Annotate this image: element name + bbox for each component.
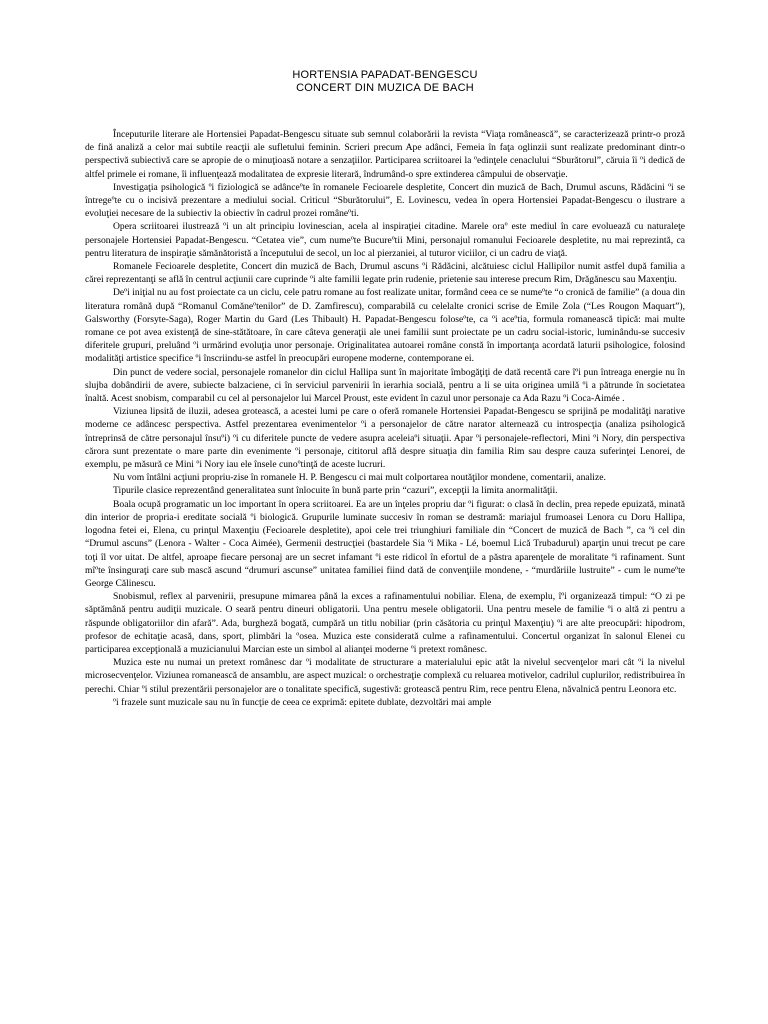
paragraph: Snobismul, reflex al parvenirii, presupune mimarea până la exces a rafinamentului nobiliar. Elena, de exemplu, îºi organizează timpul: “O zi pe săptămână pentru audiţii muzicale. O seară pentru dineuri obligatorii. Una pentru mesele obligatorii. Una pentru mesele de familie ºi o altă zi pentru a răspunde obligatoriilor din afară”. Ada, burgheză bogată, cumpără un titlu nobiliar (prin căsătoria cu prinţul Maxenţiu) ºi are alte preocupări: hipodrom, profesor de echitaţie acasă, dans, sport, plimbări la ºosea. Muzica este considerată culme a rafinamentului. Concertul organizat în salonul Elenei cu participarea excepţională a muzicianului Marcian este un simbol al alianţei moderne ºi pretext românesc. bbox=[85, 591, 685, 655]
paragraph: Muzica este nu numai un pretext românesc dar ºi modalitate de structurare a materialului epic atât la nivelul secvenţelor mari cât ºi la nivelul microsecvenţelor. Viziunea romanească de ansamblu, are aspect muzical: o orchestraţie complexă cu reluarea motivelor, cadrilul cuplurilor, redistribuirea în perechi. Chiar ºi stilul prezentării personajelor are o tonalitate specifică, sugestivă: grotească pentru Rim, rece pentru Elena, năvalnică pentru Leonora etc. bbox=[85, 657, 685, 695]
paragraph: Din punct de vedere social, personajele romanelor din ciclul Hallipa sunt în majoritate îmbogăţiţi de dată recentă care îºi pun întreaga energie nu în slujba dobândirii de avere, subiecte balzaciene, ci în serviciul parvenirii în ierarhia socială, pentru a li se uita originea umilă ºi a pătrunde în societatea înaltă. Acest snobism, comparabil cu cel al personajelor lui Marcel Proust, este evident în cazul unor personaje ca Ada Razu ºi Coca-Aimée . bbox=[85, 366, 685, 405]
paragraph: Deºi iniţial nu au fost proiectate ca un ciclu, cele patru romane au fost realizate unitar, formând ceea ce se numeºte “o cronică de familie” (a doua din literatura română după “Romanul Comăneºtenilor” de D. Zamfirescu), comparabilă cu celelalte cronici scrise de Emile Zola (“Les Rougon Maquart”), Galsworthy (Forsyte-Saga), Roger Martin du Gard (Les Thibault) H. Papadat-Bengescu foloseºte, ca ºi aceºtia, formula romanească tipică: mai multe romane ce pot avea existenţă de sine-stătătoare, în care câteva generaţii ale unei familii sunt proiectate pe un cadru social-istoric, luminându-se succesiv diferitele grupuri, preluând ºi urmărind evoluţia unor personaje. Originalitatea autoarei române constă în importanţa acordată laturii psihologice, folosind modalităţi artistice specifice ºi înscriindu-se astfel în preocupări europene moderne, contemporane ei. bbox=[85, 287, 685, 365]
title-author: HORTENSIA PAPADAT-BENGESCU bbox=[292, 69, 478, 81]
paragraph: Investigaţia psihologică ºi fiziologică se adânceºte în romanele Fecioarele despletite, Concert din muzică de Bach, Drumul ascuns, Rădăcini ºi se întregeºte cu o incisivă prezentare a mediului social. Criticul “Sburătorului”, E. Lovinescu, vedea în opera Hortensiei Papadat-Bengescu o ilustrare a evoluţiei necesare de la subiectiv la obiectiv în cadrul prozei româneºti. bbox=[85, 181, 685, 220]
document-title bbox=[85, 69, 685, 95]
paragraph: Boala ocupă programatic un loc important în opera scriitoarei. Ea are un înţeles propriu dar ºi figurat: o clasă în declin, prea repede epuizată, minată din interior de propria-i ereditate socială ºi biologică. Grupurile luminate succesiv în roman se destramă: mariajul frumoasei Lenora cu Doru Hallipa, logodna fetei ei, Elena, cu prinţul Maxenţiu (Fecioarele despletite), apoi cele trei triunghiuri familiale din “Concert de muzică de Bach ”, ca ºi cel din “Drumul ascuns” (Lenora - Walter - Coca Aimée), Germenii destrucţiei (bastardele Sia ºi Mika - Lé, boemul Lică Trubadurul) aparţin unui trecut pe care toţi îl vor uitat. De altfel, aproape fiecare personaj are un secret infamant ºi este ridicol în efortul de a păstra aparenţele de moralitate ºi rafinament. Sunt mîºte însinguraţi care sub mască ascund “drumuri ascunse” unitatea familiei fiind dată de convenţiile mondene, - “murdăriile lustruite” - cum le numeºte George Călinescu. bbox=[85, 498, 685, 589]
paragraph: Nu vom întâlni acţiuni propriu-zise în romanele H. P. Bengescu ci mai mult colportarea noutăţilor mondene, comentarii, analize. bbox=[113, 472, 606, 484]
paragraph: Romanele Fecioarele despletite, Concert din muzică de Bach, Drumul ascuns ºi Rădăcini, alcătuiesc ciclul Hallipilor numit astfel după familia a cărei reprezentanţi se află în centrul acţiunii care cuprinde ºi alte familii legate prin rudenie, prietenie sau interese precum Rim, Drăgănescu sau Maxenţiu. bbox=[85, 261, 685, 286]
paragraph: Opera scriitoarei ilustrează ºi un alt principiu lovinescian, acela al inspiraţiei citadine. Marele oraº este mediul în care evoluează cu naturaleţe personajele Hortensiei Papadat-Bengescu. “Cetatea vie”, cum numeºte Bucureºtii Mini, personajul romanului Fecioarele despletite, nu mai reprezintă, ca pentru literatura de inspiraţie sămănătoristă a începutului de secol, un loc al pierzaniei, al tuturor viciilor, ci un cadru de viaţă. bbox=[85, 221, 685, 259]
paragraph: Începuturile literare ale Hortensiei Papadat-Bengescu situate sub semnul colaborării la revista “Viaţa românească”, se caracterizează printr-o proză de fină analiză a celor mai subtile reacţii ale sufletului feminin. Scrieri precum Ape adânci, Femeia în faţa oglinzii sunt realizate predominant dintr-o perspectivă subiectivă care se apropie de o minuţioasă notare a senzaţiilor. Participarea scriitoarei la ºedinţele cenaclului “Sburătorul”, căruia îi ºi dedică de altfel primele ei romane, îi influenţează modalitatea de expresie literară, îndrumând-o spre extinderea câmpului de observaţie. bbox=[85, 129, 685, 180]
paragraph: Viziunea lipsită de iluzii, adesea grotească, a acestei lumi pe care o oferă romanele Hortensiei Papadat-Bengescu se sprijină pe modalităţi narative moderne ce adâncesc perspectiva. Astfel prezentarea evenimentelor ºi a personajelor de către narator alternează cu introspecţia (analiza psihologică întreprinsă de către personajul însuºi) ºi cu diferitele puncte de vedere asupra aceleiaºi situaţii. Apar ºi personajele-reflectori, Mini ºi Nory, din perspectiva cărora sunt prezentate o mare parte din evenimente ºi personaje, cititorul află despre situaţia din familia Rim sau despre cauza suferinţei Lenorei, de exemplu, pe măsură ce Mini ºi Nory iau ele însele cunoºtinţă de aceste lucruri. bbox=[85, 406, 685, 471]
document-body bbox=[85, 128, 685, 709]
document-page bbox=[85, 0, 685, 1024]
paragraph: Tipurile clasice reprezentând generalitatea sunt înlocuite în bună parte prin “cazuri”, excepţii la limita anormalităţii. bbox=[113, 485, 558, 497]
title-work: CONCERT DIN MUZICA DE BACH bbox=[296, 82, 474, 94]
paragraph: ºi frazele sunt muzicale sau nu în funcţie de ceea ce exprimă: epitete dublate, dezvoltări mai ample bbox=[113, 696, 492, 708]
